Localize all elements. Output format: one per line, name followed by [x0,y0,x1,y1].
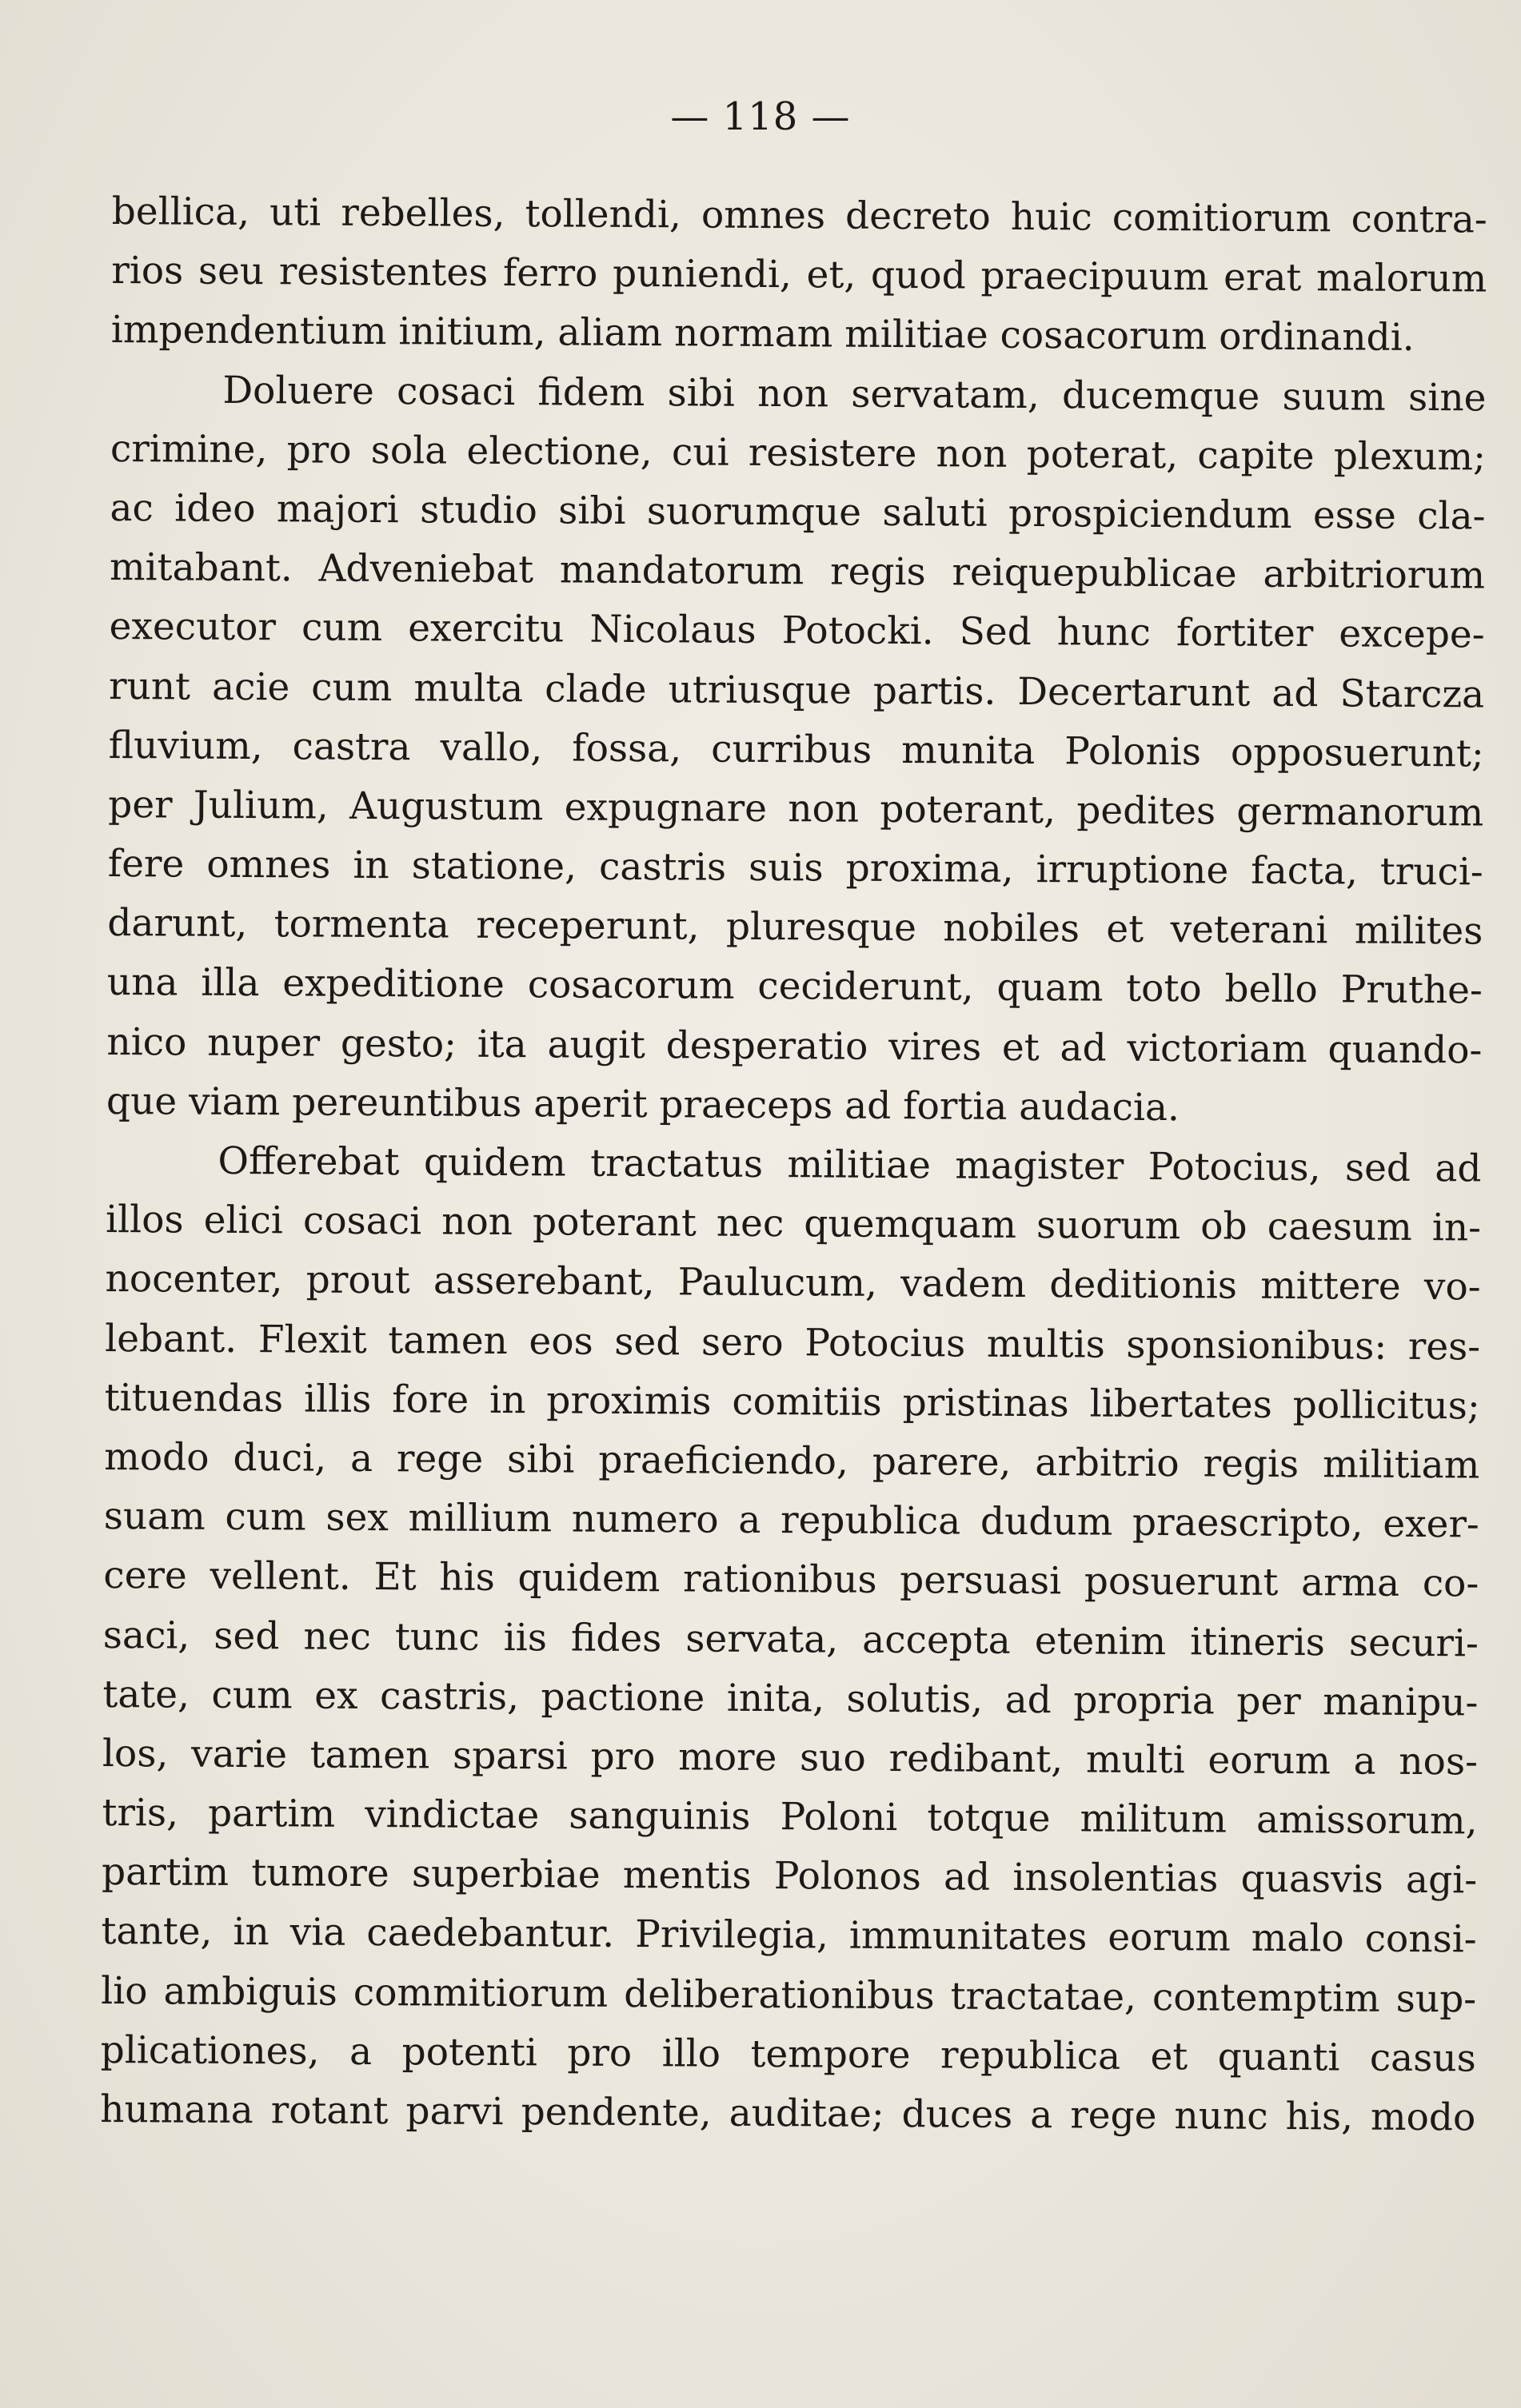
text-line: fere omnes in statione, castris suis proxima, irruptione facta, truci- [107,842,1483,895]
text-line: saci, sed nec tunc iis fides servata, accepta etenim itineris securi- [102,1613,1479,1665]
paragraph-1 [111,182,1487,369]
text-line: humana rotant parvi pendente, auditae; duces a rege nunc his, modo [100,2087,1476,2140]
text-line: darunt, tormenta receperunt, pluresque nobiles et veterani milites [107,901,1483,954]
text-line: Offerebat quidem tractatus militiae magister Potocius, sed ad [218,1138,1482,1191]
text-line: crimine, pro sola electione, cui resistere non poterat, capite plexum; [110,426,1487,480]
text-line: tante, in via caedebantur. Privilegia, immunitates eorum malo consi- [101,1909,1477,1962]
text-line: cere vellent. Et his quidem rationibus persuasi posuerunt arma co- [103,1553,1479,1606]
text-line: lebant. Flexit tamen eos sed sero Potocius multis sponsionibus: res- [104,1316,1481,1369]
text-line: los, varie tamen sparsi pro more suo redibant, multi eorum a nos- [102,1731,1479,1784]
text-line: una illa expeditione cosacorum ceciderunt, quam toto bello Pruthe- [106,960,1483,1013]
text-line: tate, cum ex castris, pactione inita, solutis, ad propria per manipu- [102,1672,1479,1725]
text-line: que viam pereuntibus aperit praeceps ad fortia audacia. [106,1078,1180,1130]
text-line: impendentium initium, aliam normam militiae cosacorum ordinandi. [110,308,1415,361]
text-line: rios seu resistentes ferro puniendi, et, quod praecipuum erat malorum [111,249,1487,301]
page-number: — 118 — [670,94,851,139]
text-line: tituendas illis fore in proximis comitiis pristinas libertates pollicitus; [104,1375,1480,1429]
text-line: executor cum exercitu Nicolaus Potocki. Sed hunc fortiter excepe- [109,604,1485,657]
text-line: illos elici cosaci non poterant nec quemquam suorum ob caesum in- [105,1198,1482,1250]
text-line: fluvium, castra vallo, fossa, curribus munita Polonis opposuerunt; [108,723,1484,776]
paragraph-3 [100,1131,1482,2148]
text-line: Doluere cosaci fidem sibi non servatam, ducemque suum sine [222,368,1487,421]
text-line: nocenter, prout asserebant, Paulucum, vadem deditionis mittere vo- [105,1257,1481,1310]
text-line: lio ambiguis commitiorum deliberationibus tractatae, contemptim sup- [101,1968,1477,2022]
text-line: per Julium, Augustum expugnare non poterant, pedites germanorum [108,782,1484,835]
paragraph-2 [106,361,1487,1140]
text-line: runt acie cum multa clade utriusque partis. Decertarunt ad Starcza [108,664,1485,716]
text-line: ac ideo majori studio sibi suorumque saluti prospiciendum esse cla- [110,485,1486,539]
text-line: partim tumore superbiae mentis Polonos ad insolentias quasvis agi- [101,1850,1478,1903]
body-text [100,182,1487,2148]
text-line: nico nuper gesto; ita augit desperatio vires et ad victoriam quando- [106,1019,1483,1073]
text-line: tris, partim vindictae sanguinis Poloni totque militum amissorum, [102,1791,1478,1844]
text-line: suam cum sex millium numero a republica dudum praescripto, exer- [103,1494,1479,1547]
text-line: mitabant. Adveniebat mandatorum regis reiquepublicae arbitriorum [109,545,1486,598]
text-line: bellica, uti rebelles, tollendi, omnes decreto huic comitiorum contra- [111,189,1487,242]
text-line: modo duci, a rege sibi praeficiendo, parere, arbitrio regis militiam [104,1434,1480,1488]
text-line: plicationes, a potenti pro illo tempore republica et quanti casus [100,2027,1476,2081]
